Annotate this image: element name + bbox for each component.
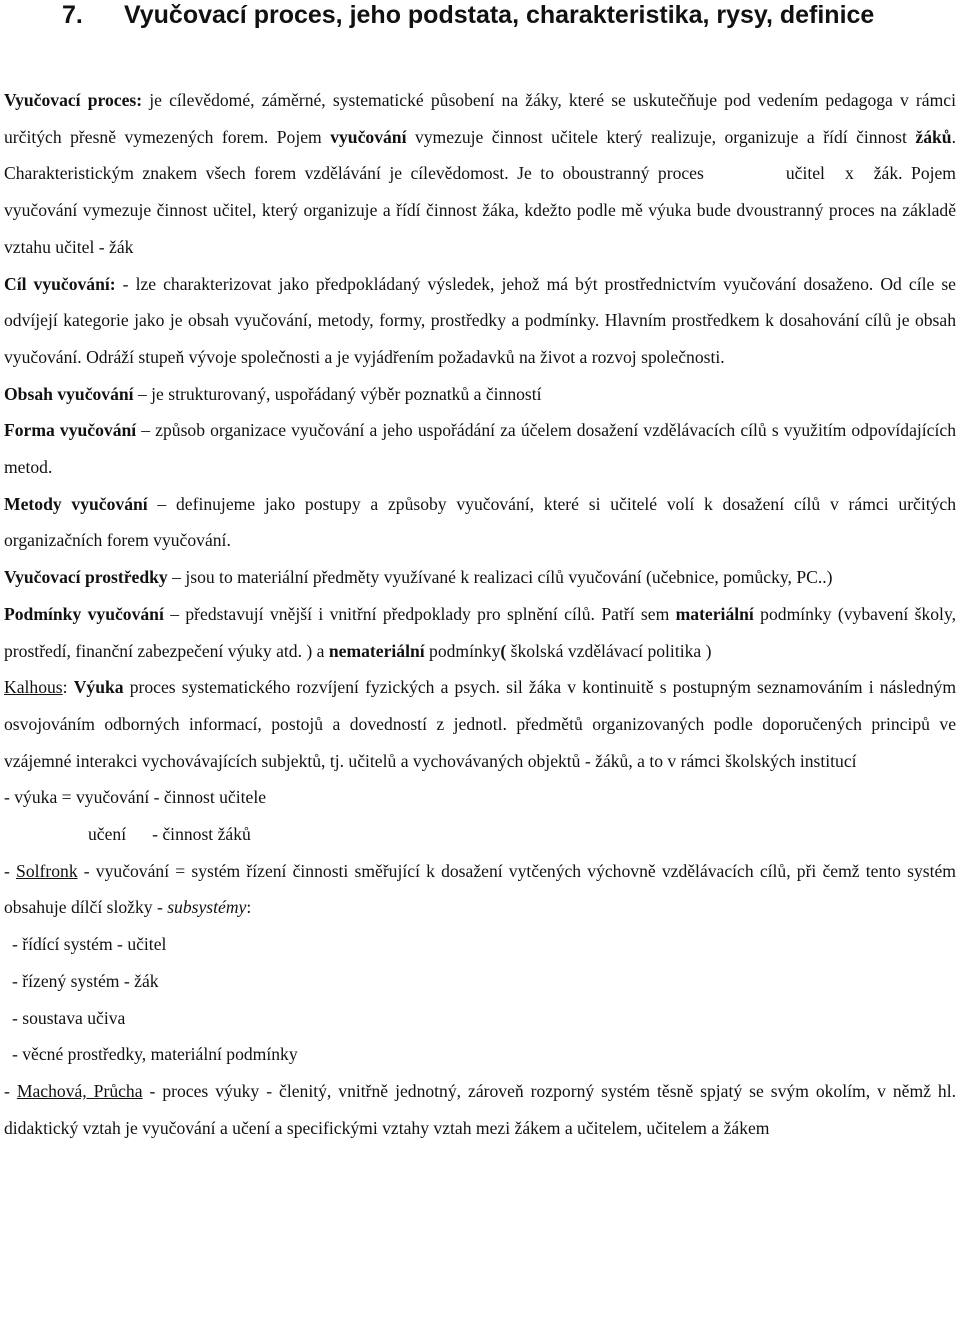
paragraph-text: – je strukturovaný, uspořádaný výběr poznatků a činností (133, 383, 542, 404)
paragraph-forma (4, 412, 956, 485)
term-metody: Metody vyučování (4, 493, 148, 514)
paragraph-text: . Pojem vyučování vymezuje činnost učitel, který organizuje a řídí činnost žáka, kdežto podle mě výuka bude dvoustranný proces na základě vztahu učitel - žák (4, 163, 956, 257)
term-subsystemy: subsystémy (167, 897, 247, 918)
bold-parenthesis: ( (500, 640, 507, 661)
term-vyuka: Výuka (73, 677, 124, 698)
term-zaku: žáků (915, 126, 952, 147)
paragraph-text: : (246, 897, 252, 918)
list-item: - řízený systém - žák (12, 970, 159, 991)
heading-number: 7. (62, 1, 83, 29)
paragraph-text: – jsou to materiální předměty využívané k realizaci cílů vyučování (učebnice, pomůcky, PC..) (167, 567, 833, 588)
list-item: - soustava učiva (12, 1007, 126, 1028)
paragraph-text: . Charakteristickým znakem všech forem vzdělávání je cílevědomost. Je to oboustranný proces (4, 126, 956, 184)
list-line-uceni (4, 816, 956, 853)
uceni-text: - činnost žáků (152, 824, 251, 845)
paragraph-text: - lze charakterizovat jako předpokládaný výsledek, jehož má být prostřednictvím vyučování dosaženo. Od cíle se odvíjejí kategorie jako je obsah vyučování, metody, formy, prostředky a podmínky. Hlavním prostředkem k dosahování cílů je obsah vyučování. Odráží stupeň vývoje společnosti a je vyjádřením požadavků na život a rozvoj společnosti. (4, 273, 956, 367)
term-obsah-vyucovani: vyučování (57, 383, 134, 404)
term-podminky: Podmínky vyučování (4, 603, 164, 624)
paragraph-metody (4, 486, 956, 559)
paragraph-solfronk (4, 853, 956, 926)
dash: - (4, 1080, 17, 1101)
document-body (4, 82, 956, 1146)
paragraph-text: je cílevědomé, záměrné, systematické působení na žáky, které se uskutečňuje pod vedením pedagoga v rámci určitých přesně vymezených forem. Pojem (4, 90, 956, 147)
section-heading (62, 0, 874, 30)
relation-student: žák (873, 163, 899, 184)
paragraph-text: – způsob organizace vyučování a jeho uspořádání za účelem dosažení vzdělávacích cílů s využitím odpovídajících metod. (4, 420, 956, 478)
paragraph-text: - proces výuky - členitý, vnitřně jednotný, zároveň rozporný systém těsně spjatý se svým okolím, v němž hl. didaktický vztah je vyučování a učení a specifickými vztahy vztah mezi žákem a učitelem, učitelem a žákem (4, 1080, 956, 1138)
paragraph-obsah (4, 376, 956, 413)
list-item: - řídící systém - učitel (12, 934, 167, 955)
paragraph-vyucovaci-proces (4, 82, 956, 266)
term-obsah: Obsah (4, 383, 53, 404)
paragraph-machova-prucha (4, 1073, 956, 1146)
term-nematerialni: nemateriální (328, 640, 425, 661)
dash: - (4, 860, 17, 881)
uceni-label: učení (88, 824, 127, 845)
paragraph-text: – představují vnější i vnitřní předpoklady pro splnění cílů. Patří sem (163, 603, 676, 624)
term-prostredky: Vyučovací prostředky (4, 567, 168, 588)
paragraph-text: vymezuje činnost učitele který realizuje, organizuje a řídí činnost (406, 126, 916, 147)
paragraph-text: proces systematického rozvíjení fyzických a psych. sil žáka v kontinuitě s postupným seznamováním i následným osvojováním odborných informací, postojů a dovedností z jednotl. předmětů organizovaných podle doporučených principů ve vzájemné interakci vychovávajících subjektů, tj. učitelů a vychovávaných objektů - žáků, a to v rámci školských institucí (4, 677, 956, 771)
term-vyucovaci-proces: Vyučovací proces: (4, 90, 143, 110)
paragraph-kalhous (4, 669, 956, 779)
paragraph-podminky (4, 596, 956, 669)
relation-x: x (844, 163, 854, 184)
paragraph-prostredky (4, 559, 956, 596)
author-machova-prucha: Machová, Průcha (16, 1080, 143, 1101)
paragraph-text: – definujeme jako postupy a způsoby vyučování, které si učitelé volí k dosažení cílů v rámci určitých organizačních forem vyučování. (4, 493, 956, 551)
term-cil-vyucovani: Cíl vyučování: (4, 273, 116, 294)
paragraph-text: podmínky (vybavení školy, prostředí, finanční zabezpečení výuky atd. ) a (4, 603, 956, 661)
relation-teacher: učitel (785, 163, 825, 184)
term-materialni: materiální (675, 603, 754, 624)
heading-text: Vyučovací proces, jeho podstata, charakteristika, rysy, definice (124, 1, 875, 29)
author-kalhous: Kalhous (4, 677, 63, 698)
paragraph-text: školská vzdělávací politika ) (506, 640, 712, 661)
paragraph-text: : (62, 677, 74, 698)
paragraph-text: - vyučování = systém řízení činnosti směřující k dosažení vytčených výchovně vzdělávacích cílů, při čemž tento systém obsahuje dílčí složky - (4, 860, 956, 918)
list-line-vyuka: - výuka = vyučování - činnost učitele (4, 787, 267, 808)
term-forma: Forma vyučování (4, 420, 137, 441)
author-solfronk: Solfronk (16, 860, 78, 881)
paragraph-cil-vyucovani (4, 266, 956, 376)
list-item: - věcné prostředky, materiální podmínky (12, 1044, 298, 1065)
paragraph-text: podmínky (424, 640, 501, 661)
term-vyucovani: vyučování (330, 126, 407, 147)
